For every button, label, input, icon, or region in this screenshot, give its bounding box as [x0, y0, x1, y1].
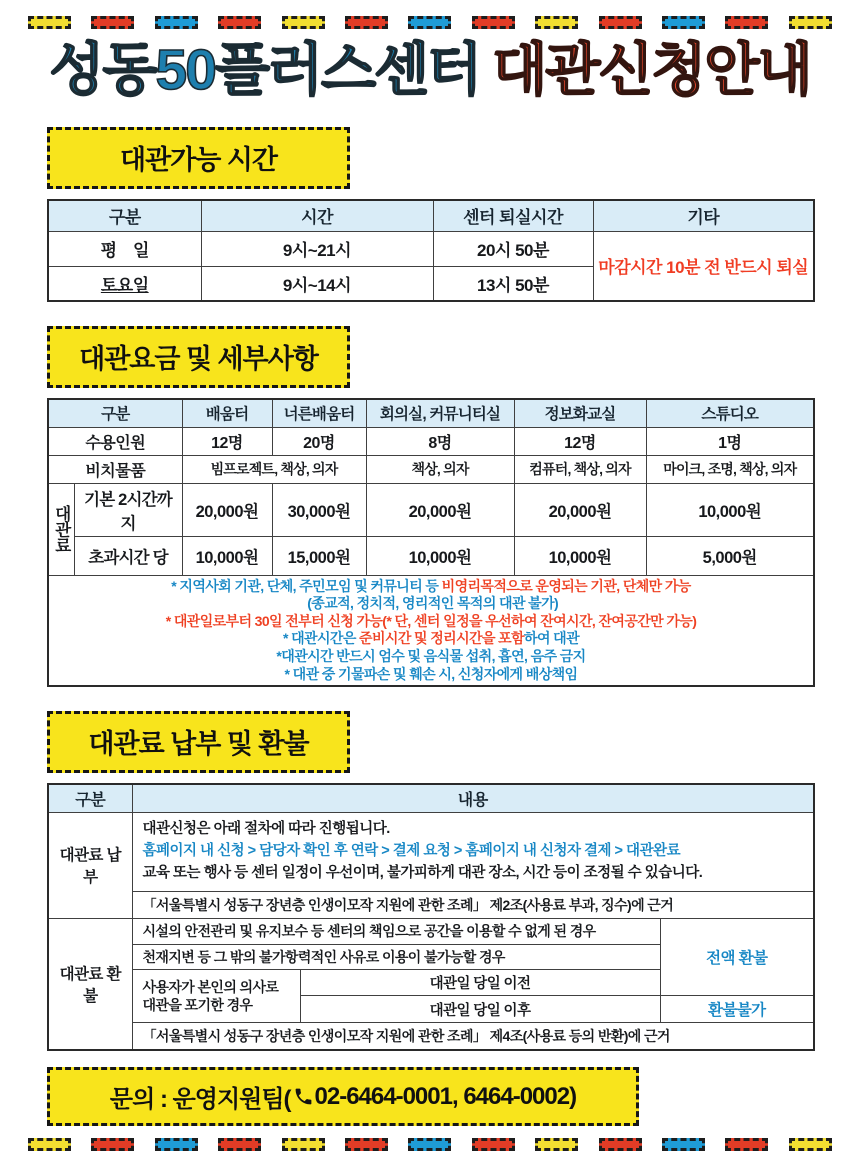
base-fee-row [48, 483, 814, 536]
stripe-block-red [472, 16, 515, 29]
base-fee-neoreun: 30,000원 [272, 483, 366, 536]
note-time-includes [53, 630, 809, 648]
fees-header-neoreun-baeumteo: 너른배움터 [272, 399, 366, 427]
weekday-exit: 20시 50분 [433, 231, 593, 266]
refund-case-center-fault: 시설의 안전관리 및 유지보수 등 센터의 책임으로 공간을 이용할 수 없게 된 경우 [132, 918, 660, 944]
note-eligibility-lead: * 지역사회 기관, 단체, 주민모임 및 커뮤니티 등 [171, 577, 442, 594]
note-damage-liability: * 대관 중 기물파손 및 훼손 시, 신청자에게 배상책임 [284, 665, 578, 682]
title-center-name: 성동50플러스센터 [49, 38, 481, 102]
fee-group-label: 대관료 [48, 483, 74, 575]
base-fee-meeting: 20,000원 [366, 483, 514, 536]
stripe-block-red [599, 1138, 642, 1151]
capacity-meeting: 8명 [366, 427, 514, 455]
note-booking-window: * 대관일로부터 30일 전부터 신청 가능(* 단, 센터 일정을 우선하여 잔여시간, 잔여공간만 가능) [165, 612, 697, 629]
fees-header-meeting-community: 회의실, 커뮤니티실 [366, 399, 514, 427]
fee-notes-row [48, 575, 814, 686]
stripe-block-blue [662, 16, 705, 29]
extra-fee-baeumteo: 10,000원 [182, 536, 272, 575]
note-purpose-ban: (종교적, 정치적, 영리적인 목적의 대관 불가) [303, 595, 559, 612]
equipment-row [48, 455, 814, 483]
stripe-block-blue [155, 1138, 198, 1151]
available-hours-table [47, 199, 815, 302]
equipment-label: 비치물품 [48, 455, 182, 483]
base-fee-label: 기본 2시간까지 [74, 483, 182, 536]
stripe-block-blue [662, 1138, 705, 1151]
refund-after-day: 대관일 당일 이후 [300, 996, 660, 1023]
payment-header-row [48, 784, 814, 813]
fees-header-baeumteo: 배움터 [182, 399, 272, 427]
payment-header-category: 구분 [48, 784, 132, 813]
base-fee-baeumteo: 20,000원 [182, 483, 272, 536]
saturday-exit: 13시 50분 [433, 266, 593, 301]
stripe-block-red [91, 1138, 134, 1151]
refund-before-day: 대관일 당일 이전 [300, 970, 660, 996]
fees-header-studio: 스튜디오 [646, 399, 814, 427]
capacity-studio: 1명 [646, 427, 814, 455]
extra-fee-label: 초과시간 당 [74, 536, 182, 575]
section-heading-fees: 대관요금 및 세부사항 [47, 326, 350, 388]
payment-refund-table [47, 783, 815, 1051]
stripe-block-red [599, 16, 642, 29]
capacity-label: 수용인원 [48, 427, 182, 455]
hours-header-exit-time: 센터 퇴실시간 [433, 200, 593, 231]
weekday-label: 평 일 [48, 231, 201, 266]
bottom-decorative-stripe [28, 1138, 832, 1151]
capacity-it-room: 12명 [514, 427, 646, 455]
stripe-block-blue [408, 1138, 451, 1151]
refund-case-user-cancel: 사용자가 본인의 의사로 대관을 포기한 경우 [132, 970, 300, 1023]
capacity-row [48, 427, 814, 455]
stripe-block-yellow [789, 1138, 832, 1151]
contact-banner [47, 1067, 639, 1126]
contact-prefix: 문의 : 운영지원팀( [109, 1086, 291, 1114]
closing-warning: 마감시간 10분 전 반드시 퇴실 [593, 231, 814, 301]
note-time-tail: 하여 대관 [524, 630, 580, 647]
payment-header-content: 내용 [132, 784, 814, 813]
payment-legal-basis: 「서울특별시 성동구 장년층 인생이모작 지원에 관한 조례」 제2조(사용료 부과, 징수)에 근거 [132, 891, 814, 918]
payment-line-priority: 교육 또는 행사 등 센터 일정이 우선이며, 불가피하게 대관 장소, 시간 등이 조정될 수 있습니다. [142, 864, 703, 881]
stripe-block-red [345, 16, 388, 29]
payment-line-intro: 대관신청은 아래 절차에 따라 진행됩니다. [142, 821, 390, 838]
top-decorative-stripe [28, 16, 832, 29]
stripe-block-red [472, 1138, 515, 1151]
stripe-block-blue [155, 16, 198, 29]
note-rules: *대관시간 반드시 엄수 및 음식물 섭취, 흡연, 음주 금지 [276, 648, 586, 665]
base-fee-studio: 10,000원 [646, 483, 814, 536]
contact-phone-numbers: 02-6464-0001, 6464-0002) [314, 1082, 577, 1110]
saturday-label [48, 266, 201, 301]
refund-label: 대관료 환불 [48, 918, 132, 1050]
equipment-it-room: 컴퓨터, 책상, 의자 [514, 455, 646, 483]
payment-basis-row [48, 891, 814, 918]
stripe-block-yellow [282, 16, 325, 29]
note-eligibility [53, 578, 809, 596]
refund-case-force-majeure: 천재지변 등 그 밖의 불가항력적인 사유로 이용이 불가능할 경우 [132, 944, 660, 970]
fees-header-it-room: 정보화교실 [514, 399, 646, 427]
stripe-block-red [345, 1138, 388, 1151]
no-refund-cell: 환불불가 [660, 996, 814, 1023]
stripe-block-red [725, 1138, 768, 1151]
poster-page [0, 16, 860, 1151]
capacity-baeumteo: 12명 [182, 427, 272, 455]
hours-header-row [48, 200, 814, 231]
payment-procedure [132, 813, 814, 891]
fee-notes [48, 575, 814, 686]
hours-header-category: 구분 [48, 200, 201, 231]
stripe-block-yellow [28, 16, 71, 29]
equipment-baeumteo: 빔프로젝트, 책상, 의자 [182, 455, 366, 483]
saturday-time: 9시~14시 [201, 266, 433, 301]
note-time-em: 준비시간 및 정리시간을 포함 [359, 630, 525, 647]
note-time-lead: * 대관시간은 [282, 630, 360, 647]
refund-legal-basis: 「서울특별시 성동구 장년층 인생이모작 지원에 관한 조례」 제4조(사용료 등의 반환)에 근거 [132, 1023, 814, 1051]
saturday-label-text: 토요일 [100, 275, 149, 295]
equipment-studio: 마이크, 조명, 책상, 의자 [646, 455, 814, 483]
stripe-block-red [218, 1138, 261, 1151]
capacity-neoreun: 20명 [272, 427, 366, 455]
section-heading-available-hours: 대관가능 시간 [47, 127, 350, 189]
stripe-block-red [725, 16, 768, 29]
section-heading-payment-refund: 대관료 납부 및 환불 [47, 711, 350, 773]
fees-table [47, 398, 815, 687]
extra-fee-it-room: 10,000원 [514, 536, 646, 575]
full-refund-cell: 전액 환불 [660, 918, 814, 996]
note-eligibility-em: 비영리목적으로 운영되는 기관, 단체만 가능 [441, 577, 691, 594]
weekday-time: 9시~21시 [201, 231, 433, 266]
extra-fee-neoreun: 15,000원 [272, 536, 366, 575]
payment-label: 대관료 납부 [48, 813, 132, 918]
weekday-row [48, 231, 814, 266]
title-subject: 대관신청안내 [492, 38, 811, 102]
hours-header-etc: 기타 [593, 200, 814, 231]
extra-fee-meeting: 10,000원 [366, 536, 514, 575]
stripe-block-yellow [535, 1138, 578, 1151]
stripe-block-red [91, 16, 134, 29]
phone-icon [293, 1086, 314, 1107]
stripe-block-yellow [28, 1138, 71, 1151]
refund-basis-row [48, 1023, 814, 1051]
stripe-block-blue [408, 16, 451, 29]
extra-fee-row [48, 536, 814, 575]
stripe-block-yellow [789, 16, 832, 29]
hours-header-time: 시간 [201, 200, 433, 231]
stripe-block-red [218, 16, 261, 29]
fees-header-category: 구분 [48, 399, 182, 427]
payment-line-steps: 홈페이지 내 신청 > 담당자 확인 후 연락 > 결제 요청 > 홈페이지 내 신청자 결제 > 대관완료 [142, 843, 681, 860]
equipment-meeting: 책상, 의자 [366, 455, 514, 483]
base-fee-it-room: 20,000원 [514, 483, 646, 536]
extra-fee-studio: 5,000원 [646, 536, 814, 575]
payment-row [48, 813, 814, 891]
stripe-block-yellow [535, 16, 578, 29]
fees-header-row [48, 399, 814, 427]
stripe-block-yellow [282, 1138, 325, 1151]
page-title [0, 37, 860, 103]
refund-case1-row [48, 918, 814, 944]
